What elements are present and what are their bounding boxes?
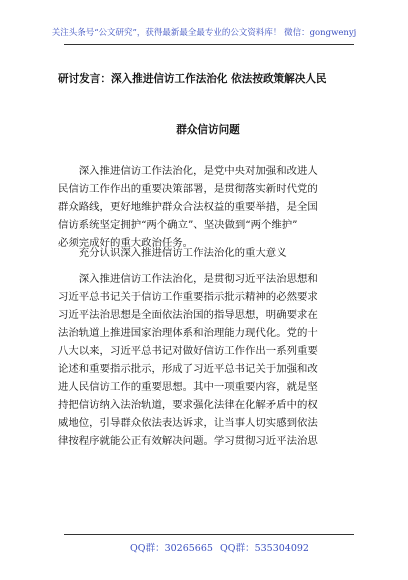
paragraph-line: 威地位，引导群众依法表达诉求，让当事人切实感到依法	[58, 417, 318, 429]
paragraph-line: 民信访工作作出的重要决策部署，是贯彻落实新时代党的	[58, 183, 318, 195]
paragraph-line: 信访系统坚定拥护“两个确立”、坚决做到“两个维护”	[58, 219, 298, 231]
footer-qq-group-2: QQ群：535304092	[220, 543, 309, 554]
paragraph-line: 八大以来，习近平总书记对做好信访工作作出一系列重要	[58, 345, 318, 357]
paragraph-line: 深入推进信访工作法治化，是贯彻习近平法治思想和	[58, 273, 318, 285]
paragraph-line: 持把信访纳入法治轨道，要求强化法律在化解矛盾中的权	[58, 399, 318, 411]
paragraph-line: 深入推进信访工作法治化，是党中央对加强和改进人	[58, 165, 318, 177]
header-divider	[64, 44, 354, 45]
paragraph-line: 论述和重要指示批示，形成了习近平总书记关于加强和改	[58, 363, 318, 375]
paragraph-1	[58, 162, 358, 252]
section-heading	[58, 244, 358, 262]
paragraph-line: 充分认识深入推进信访工作法治化的重大意义	[58, 247, 287, 259]
paragraph-line: 必须完成好的重大政治任务。	[58, 237, 194, 249]
paragraph-line: 习近平总书记关于信访工作重要指示批示精神的必然要求	[58, 291, 318, 303]
footer-qq-group-1: QQ群：30265665	[130, 543, 213, 554]
paragraph-line: 群众路线，更好地维护群众合法权益的重要举措，是全国	[58, 201, 318, 213]
paragraph-3	[58, 270, 358, 450]
header-notice: 关注头条号“公文研究”，获得最新最全最专业的公文资料库！ 微信：gongwenyj	[51, 28, 357, 38]
paragraph-line: 进人民信访工作的重要思想。其中一项重要内容，就是坚	[58, 381, 318, 393]
paragraph-line: 习近平法治思想是全面依法治国的指导思想，明确要求在	[58, 309, 318, 321]
paragraph-line: 法治轨道上推进国家治理体系和治理能力现代化。党的十	[58, 327, 318, 339]
paragraph-line: 律按程序就能公正有效解决问题。学习贯彻习近平法治思	[58, 435, 318, 447]
footer-divider	[64, 534, 354, 535]
document-title-line-2: 群众信访问题	[176, 124, 240, 136]
document-title-line-1: 研讨发言：深入推进信访工作法治化 依法按政策解决人民	[58, 73, 327, 85]
